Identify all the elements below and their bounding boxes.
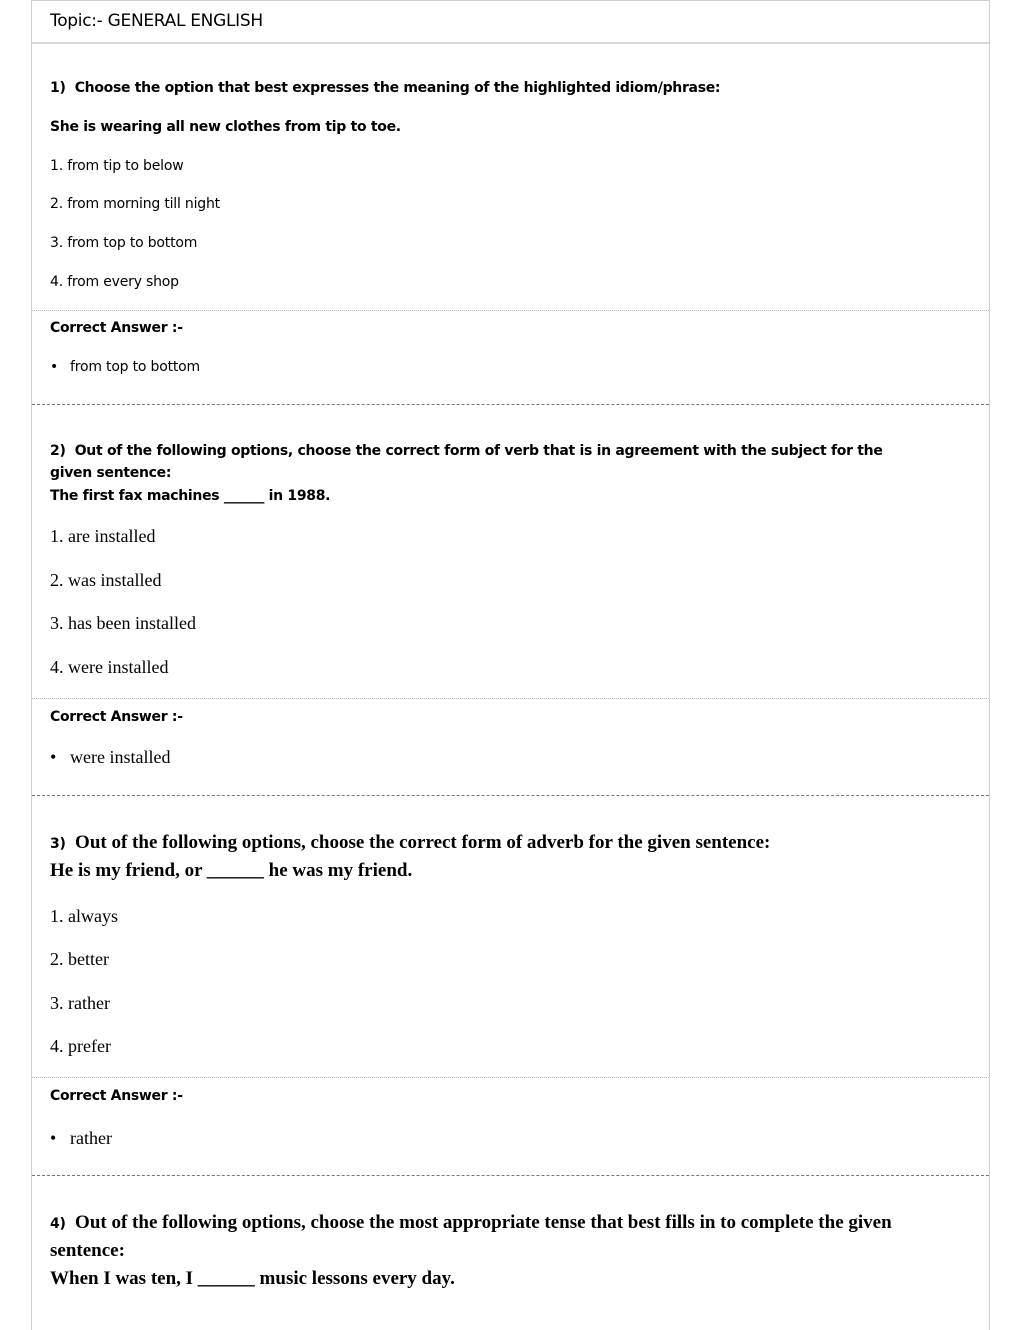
- question-separator: [32, 404, 989, 405]
- option: 1. from tip to below: [50, 158, 184, 174]
- question-text: Out of the following options, choose the most appropriate tense that best fills in to complete the given: [75, 1212, 892, 1233]
- option: 2. better: [50, 949, 109, 969]
- question-stem: She is wearing all new clothes from tip to toe.: [50, 119, 401, 135]
- correct-answer: • were installed: [50, 747, 170, 768]
- correct-answer-label: Correct Answer :-: [50, 320, 183, 336]
- correct-answer-label: Correct Answer :-: [50, 1088, 183, 1104]
- question-number: 4): [50, 1216, 66, 1232]
- option: 1. are installed: [50, 526, 156, 546]
- option: 3. rather: [50, 993, 110, 1013]
- question-number: 1): [50, 80, 66, 96]
- option: 4. from every shop: [50, 274, 179, 290]
- option: 2. from morning till night: [50, 196, 220, 212]
- option: 3. from top to bottom: [50, 235, 198, 251]
- correct-answer: • rather: [50, 1128, 112, 1149]
- option: 4. were installed: [50, 657, 169, 677]
- question-stem: When I was ten, I ______ music lessons every day.: [50, 1268, 455, 1289]
- correct-answer: • from top to bottom: [50, 359, 200, 375]
- question-separator: [32, 795, 989, 796]
- option: 3. has been installed: [50, 613, 196, 633]
- question-2: [50, 443, 883, 459]
- question-number: 3): [50, 836, 66, 852]
- question-text-cont: sentence:: [50, 1240, 125, 1261]
- question-stem: He is my friend, or ______ he was my friend.: [50, 860, 413, 881]
- correct-answer-label: Correct Answer :-: [50, 709, 183, 725]
- question-text: Out of the following options, choose the correct form of adverb for the given sentence:: [75, 832, 771, 853]
- question-4: [50, 1212, 892, 1234]
- option: 1. always: [50, 906, 118, 926]
- question-number: 2): [50, 443, 66, 459]
- divider: [32, 310, 989, 311]
- topic-header: Topic:- GENERAL ENGLISH: [32, 0, 989, 44]
- question-stem: The first fax machines ______ in 1988.: [50, 488, 331, 504]
- question-text: Out of the following options, choose the correct form of verb that is in agreement with the subject for the: [74, 443, 883, 459]
- question-1: [50, 80, 720, 96]
- option: 4. prefer: [50, 1036, 111, 1056]
- option: 2. was installed: [50, 570, 162, 590]
- question-text-cont: given sentence:: [50, 465, 172, 481]
- question-separator: [32, 1175, 989, 1176]
- question-text: Choose the option that best expresses the meaning of the highlighted idiom/phrase:: [74, 80, 721, 96]
- question-3: [50, 832, 770, 854]
- divider: [32, 1077, 989, 1078]
- divider: [32, 698, 989, 699]
- question-sheet: [31, 0, 990, 1330]
